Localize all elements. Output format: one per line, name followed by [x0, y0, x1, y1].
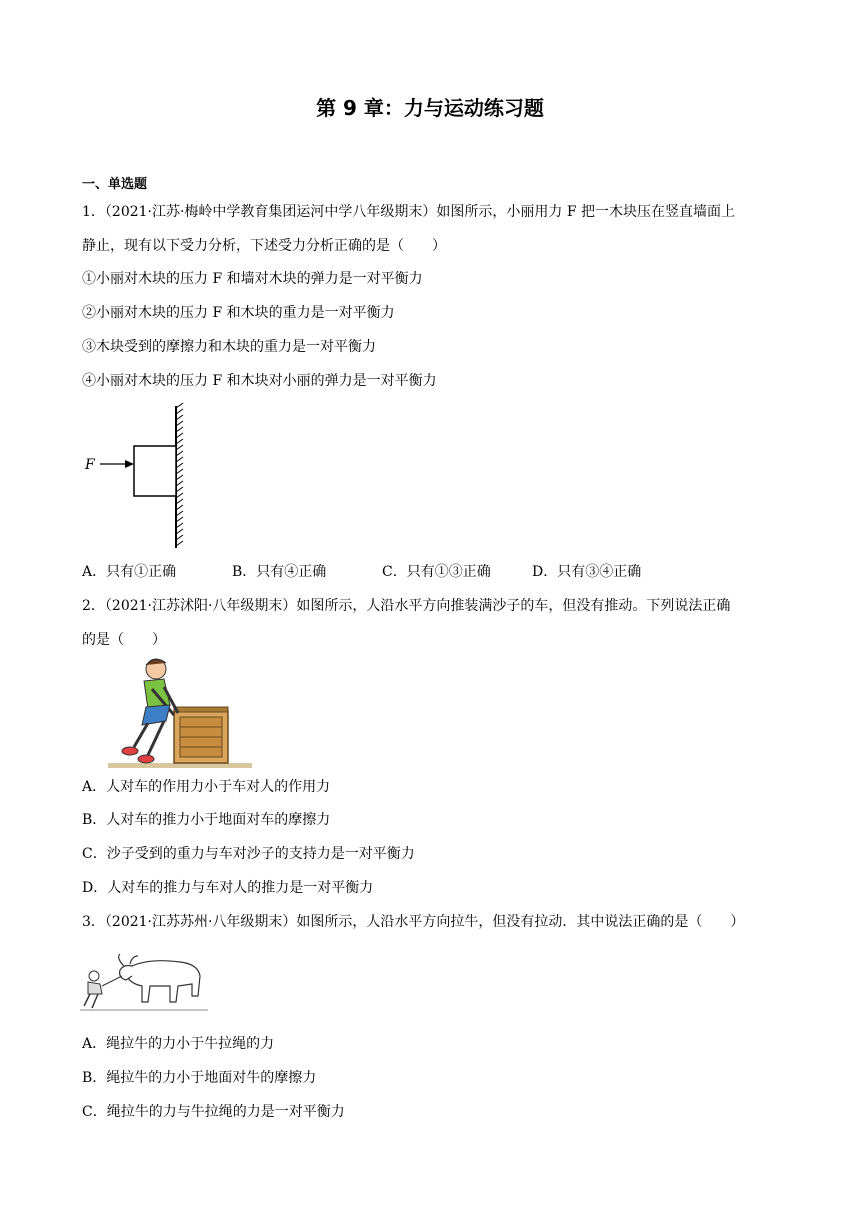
q1-option-b[interactable]: B．只有④正确 [232, 564, 327, 580]
q2-option-c[interactable]: C．沙子受到的重力与车对沙子的支持力是一对平衡力 [82, 846, 415, 862]
q1-statement-2: ②小丽对木块的压力 F 和木块的重力是一对平衡力 [82, 305, 395, 321]
q1-statement-3: ③木块受到的摩擦力和木块的重力是一对平衡力 [82, 339, 376, 355]
q2-stem-line-2: 的是（ ） [82, 632, 166, 648]
section-heading: 一、单选题 [82, 177, 148, 192]
q1-statement-1: ①小丽对木块的压力 F 和墙对木块的弹力是一对平衡力 [82, 271, 423, 287]
q2-option-a[interactable]: A．人对车的作用力小于车对人的作用力 [82, 779, 331, 795]
q1-figure-block-on-wall [80, 402, 190, 552]
q3-option-a[interactable]: A．绳拉牛的力小于牛拉绳的力 [82, 1036, 275, 1052]
q3-option-c[interactable]: C．绳拉牛的力与牛拉绳的力是一对平衡力 [82, 1104, 345, 1120]
q1-statement-4: ④小丽对木块的压力 F 和木块对小丽的弹力是一对平衡力 [82, 373, 437, 389]
page-title: 第 9 章：力与运动练习题 [316, 96, 544, 120]
q3-stem-line-1: 3．（2021·江苏苏州·八年级期末）如图所示，人沿水平方向拉牛，但没有拉动．其中说法正确的是（ ） [82, 914, 745, 930]
q1-option-a[interactable]: A．只有①正确 [82, 564, 177, 580]
q1-stem-line-1: 1．（2021·江苏·梅岭中学教育集团运河中学八年级期末）如图所示，小丽用力 F 把一木块压在竖直墙面上 [82, 204, 736, 220]
q1-option-c[interactable]: C．只有①③正确 [382, 564, 491, 580]
q2-figure-person-pushing-cart [108, 655, 254, 771]
q1-option-d[interactable]: D．只有③④正确 [532, 564, 642, 580]
q2-option-b[interactable]: B．人对车的推力小于地面对车的摩擦力 [82, 812, 331, 828]
q2-stem-line-1: 2．（2021·江苏沭阳·八年级期末）如图所示，人沿水平方向推装满沙子的车，但没有推动。下列说法正确 [82, 598, 731, 614]
q3-option-b[interactable]: B．绳拉牛的力小于地面对牛的摩擦力 [82, 1070, 317, 1086]
q1-force-label: F [85, 457, 95, 473]
q2-option-d[interactable]: D．人对车的推力与车对人的推力是一对平衡力 [82, 880, 374, 896]
q3-figure-person-pulling-ox [80, 946, 210, 1016]
q1-stem-line-2: 静止，现有以下受力分析，下述受力分析正确的是（ ） [82, 238, 446, 254]
